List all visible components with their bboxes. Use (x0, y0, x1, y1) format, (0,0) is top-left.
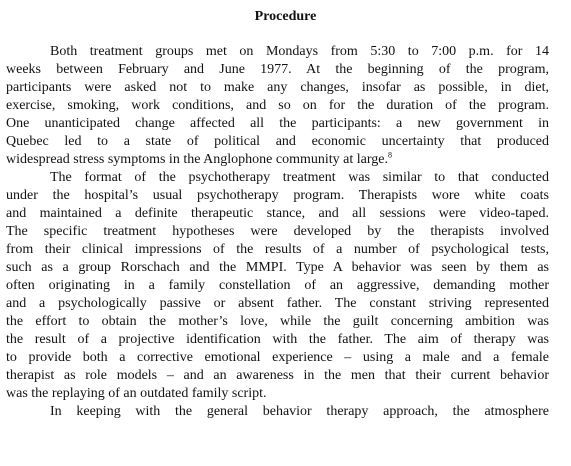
paragraph-2-line-10: the result of a projective identification with the father. The aim of therapy was (6, 332, 549, 347)
paragraph-2-line-12: therapist as role models – and an awareness in the men that their current behavior (6, 368, 549, 383)
section-heading: Procedure (254, 9, 317, 24)
paragraph-2-line-7: often originating in a family constellation of an aggressive, demanding mother (6, 278, 549, 293)
paragraph-1-line-6: Quebec led to a state of political and economic uncertainty that produced (6, 134, 549, 149)
paragraph-2-line-11: to provide both a corrective emotional experience – using a male and a female (6, 350, 549, 365)
paragraph-2-line-6: such as a group Rorschach and the MMPI. Type A behavior was seen by them as (6, 260, 549, 275)
paragraph-1-line-7-text: widespread stress symptoms in the Anglophone community at large. (6, 152, 388, 167)
paragraph-2-line-13: was the replaying of an outdated family script. (6, 386, 267, 401)
paragraph-2-line-5: from their clinical impressions of the results of a number of psychological tests, (6, 242, 549, 257)
paragraph-1-line-4: exercise, smoking, work conditions, and so on for the duration of the program. (6, 98, 549, 113)
paragraph-3-line-1: In keeping with the general behavior therapy approach, the atmosphere (50, 404, 549, 419)
paragraph-1-line-5: One unanticipated change affected all the participants: a new government in (6, 116, 549, 131)
paragraph-1-line-3: participants were asked not to make any changes, insofar as possible, in diet, (6, 80, 549, 95)
paragraph-1-line-1: Both treatment groups met on Mondays from 5:30 to 7:00 p.m. for 14 (50, 44, 549, 59)
paragraph-2-line-3: and maintained a definite therapeutic stance, and all sessions were video-taped. (6, 206, 549, 221)
paragraph-2-line-9: the effort to obtain the mother’s love, while the guilt concerning ambition was (6, 314, 549, 329)
paragraph-1-line-2: weeks between February and June 1977. At the beginning of the program, (6, 62, 549, 77)
paragraph-2-line-1: The format of the psychotherapy treatment was similar to that conducted (50, 170, 549, 185)
paragraph-2-line-4: The specific treatment hypotheses were developed by the therapists involved (6, 224, 549, 239)
paragraph-2-line-2: under the hospital’s usual psychotherapy program. Therapists wore white coats (6, 188, 549, 203)
footnote-marker: 8 (387, 150, 392, 160)
paragraph-1-line-7 (6, 151, 549, 169)
paragraph-2-line-8: and a psychologically passive or absent father. The constant striving represented (6, 296, 549, 311)
